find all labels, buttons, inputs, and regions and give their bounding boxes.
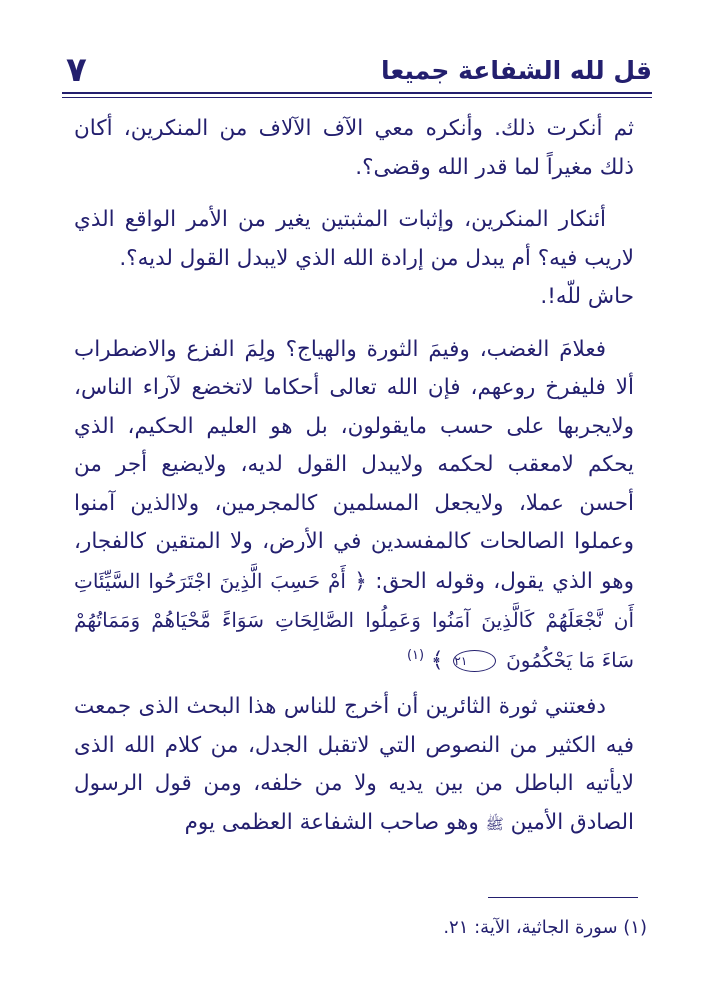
running-title: قل لله الشفاعة جميعا (380, 56, 652, 85)
footnote-reference: (١) (406, 647, 425, 663)
paragraph-5-text-b: وهو صاحب الشفاعة العظمى يوم (184, 809, 479, 835)
verse-number-badge: ٢١ (453, 650, 496, 672)
paragraph-1: ثم أنكرت ذلك. وأنكره معي الآف الآلاف من المنكرين، أكان ذلك مغيراً لما قدر الله وقضى؟. (74, 116, 634, 180)
quran-close-bracket: ﴾ (430, 647, 444, 673)
paragraph-5 (74, 688, 634, 843)
body-text (74, 110, 634, 843)
pbuh-ligature: ﷺ (485, 814, 504, 833)
page-header (62, 50, 652, 94)
quran-open-bracket: ﴿ (354, 568, 367, 594)
paragraph-5-text-a: دفعتني ثورة الثائرين أن أخرج للناس هذا البحث الذى جمعت فيه الكثير من النصوص التي لاتقبل الجدل، من كلام الله الذى لايأتيه الباطل من بين يديه ولا من خلفه، ومن قول الرسول الصادق الأمين (74, 694, 634, 835)
paragraph-4-text: فعلامَ الغضب، وفيمَ الثورة والهياج؟ ولِمَ الفزع والاضطراب ألا فليفرخ روعهم، فإن الله تعالى أحكاما لاتخضع لآراء الناس، ولايجربها على حسب مايقولون، بل هو العليم الحكيم، الذي يحكم لامعقب لحكمه ولايبدل القول لديه، ولايضيع أجر من أحسن عملا، ولايجعل المسلمين كالمجرمين، ولاالذين آمنوا وعملوا الصالحات كالمفسدين في الأرض، ولا المتقين كالفجار، وهو الذي يقول، وقوله الحق: (74, 336, 634, 594)
paragraph-2: أئنكار المنكرين، وإثبات المثبتين يغير من الأمر الواقع الذي لاريب فيه؟ أم يبدل من إرادة الله الذي لايبدل القول لديه؟. (74, 207, 634, 271)
footnote-divider (488, 897, 638, 898)
paragraph-4 (74, 331, 634, 681)
footnote: (١) سورة الجاثية، الآية: ٢١. (443, 917, 647, 938)
paragraph-3: حاش للّه!. (540, 284, 634, 309)
quran-verse: أَمْ حَسِبَ الَّذِينَ اجْتَرَحُوا السَّيِّئَاتِ أَن نَّجْعَلَهُمْ كَالَّذِينَ آمَنُوا وَعَمِلُوا الصَّالِحَاتِ سَوَاءً مَّحْيَاهُمْ وَمَمَاتُهُمْ سَاءَ مَا يَحْكُمُونَ (74, 568, 634, 672)
page-number: ٧ (66, 50, 87, 90)
